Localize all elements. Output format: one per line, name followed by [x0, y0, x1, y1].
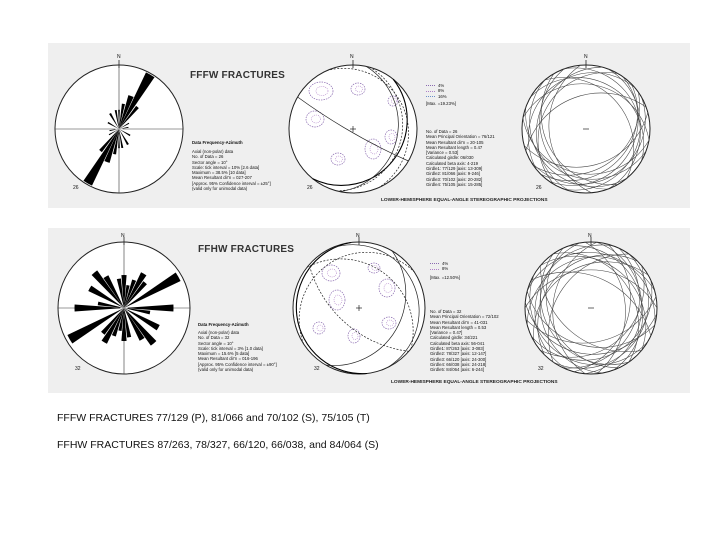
stats-line: Mean Resultant dir'n = 016-196 [198, 356, 258, 362]
ffhw-net-count: 32 [538, 366, 544, 372]
stats-line: Scale: tick interval = 10% [2.6 data] [192, 164, 260, 170]
ffhw-stereonets [48, 228, 690, 393]
ffhw-caption: FFHW FRACTURES 87/263, 78/327, 66/120, 66/038, and 84/064 (S) [57, 439, 379, 451]
stats-line: Mean Resultant dir'n = 41-031 [430, 319, 488, 325]
stats-line: (valid only for unimodal data) [192, 186, 248, 192]
stats-line: (valid only for unimodal data) [198, 367, 254, 373]
stats-line: Girdle4: 66/038 [axis: 24-218] [430, 361, 487, 367]
ffhw-title: FFHW FRACTURES [198, 244, 295, 255]
ffhw-contour-max: [Max. =12.50%] [430, 275, 460, 280]
legend-label: 8% [438, 88, 445, 94]
fffw-rose-north: N [117, 54, 121, 60]
fffw-rose-count: 26 [73, 185, 79, 191]
fffw-net-count: 26 [536, 185, 542, 191]
stats-line: Girdle1: 87/263 [axis: 3-083] [430, 346, 484, 352]
ffhw-contour-count: 32 [314, 366, 320, 372]
stats-line: Axial (non-polar) data [192, 149, 234, 154]
fffw-panel [48, 43, 690, 208]
legend-label: 8% [442, 266, 449, 272]
legend-swatch [426, 85, 435, 86]
legend-entry [430, 266, 448, 271]
stats-line: Maximum = 15.6% [5 data] [198, 351, 250, 357]
ffhw-footer: LOWER-HEMISPHERE EQUAL-ANGLE STEREOGRAPHIC PROJECTIONS [391, 380, 558, 385]
stats-line: Girdle4: 75/105 [axis: 15-285] [426, 181, 483, 187]
stats-line: Mean Resultant length = 0.47 [426, 144, 483, 150]
ffhw-rose-count: 32 [75, 366, 81, 372]
fffw-contour-stereonet [289, 60, 417, 193]
stats-line: Sector angle = 10° [192, 159, 228, 165]
ffhw-rose-diagram [58, 237, 190, 374]
stats-line: No. of Data = 26 [426, 129, 458, 134]
stats-line: Calculated girdle: 06/030 [426, 155, 474, 161]
ffhw-contour-legend [430, 261, 448, 272]
stats-line: Mean Resultant length = 0.53 [430, 324, 487, 330]
legend-swatch [430, 269, 439, 270]
ffhw-panel [48, 228, 690, 393]
stats-line: Mean Principal Orientation = 72/102 [430, 314, 499, 320]
legend-label: 16% [438, 93, 447, 99]
fffw-great-circle-stereonet [522, 60, 650, 193]
fffw-contour-legend [426, 83, 447, 99]
stats-line: [Variance = 0.47] [430, 330, 463, 336]
legend-swatch [426, 96, 435, 97]
legend-label: 4% [442, 261, 449, 266]
stats-line: Maximum = 38.5% [10 data] [192, 170, 246, 176]
fffw-contour-north: N [350, 54, 354, 60]
fffw-rose-heading: Data Frequency-Azimuth [192, 140, 243, 145]
ffhw-great-circle-stereonet [525, 237, 657, 374]
stats-line: Girdle1: 77/129 [axis: 13-309] [426, 166, 483, 172]
ffhw-rose-north: N [121, 233, 125, 239]
stats-line: Sector angle = 10° [198, 340, 234, 346]
stats-line: Axial (non-polar) data [198, 330, 240, 335]
fffw-contour-stats [426, 129, 495, 187]
ffhw-contour-stereonet [293, 237, 425, 374]
fffw-contour-max: [Max. =19.23%] [426, 101, 456, 106]
stats-line: No. of Data = 32 [198, 335, 230, 341]
stats-line: Calculated beta axis: 56-041 [430, 340, 485, 346]
stats-line: No. of Data = 32 [430, 309, 462, 314]
ffhw-contour-stats [430, 309, 499, 373]
legend-swatch [430, 263, 439, 264]
stats-line: Calculated girdle: 34/221 [430, 335, 478, 341]
legend-label: 4% [438, 83, 445, 88]
fffw-stereonets [48, 43, 690, 208]
legend-swatch [426, 91, 435, 92]
stats-line: Girdle2: 78/327 [axis: 12-147] [430, 351, 487, 357]
fffw-rose-diagram [55, 60, 183, 193]
ffhw-rose-heading: Data Frequency-Azimuth [198, 322, 249, 327]
stats-line: Calculated beta axis: 4-219 [426, 160, 479, 166]
stats-line: No. of Data = 26 [192, 154, 224, 160]
fffw-footer: LOWER-HEMISPHERE EQUAL-ANGLE STEREOGRAPHIC PROJECTIONS [381, 198, 548, 203]
fffw-caption: FFFW FRACTURES 77/129 (P), 81/066 and 70/102 (S), 75/105 (T) [57, 412, 370, 424]
ffhw-contour-north: N [356, 233, 360, 239]
ffhw-net-north: N [588, 233, 592, 239]
stats-line: Girdle3: 66/120 [axis: 24-300] [430, 356, 487, 362]
stats-line: [Approx. 95% Confidence interval = ±25°] [192, 180, 271, 186]
fffw-rose-stats [192, 149, 271, 191]
stats-line: Mean Resultant dir'n = 027-207 [192, 175, 252, 181]
stats-line: [Variance = 0.53] [426, 150, 459, 156]
stats-line: Mean Resultant dir'n = 20-105 [426, 139, 484, 145]
stats-line: [Approx. 95% Confidence interval = ±90°] [198, 361, 277, 367]
fffw-net-north: N [584, 54, 588, 60]
stats-line: Scale: tick interval = 3% [1.0 data] [198, 345, 263, 351]
stats-line: Mean Principal Orientation = 76/121 [426, 134, 495, 140]
legend-entry [426, 94, 447, 99]
stats-line: Girdle2: 81/066 [axis: 9-246] [426, 171, 480, 177]
fffw-contour-count: 26 [307, 185, 313, 191]
stats-line: Girdle3: 70/102 [axis: 20-282] [426, 176, 483, 182]
stats-line: Girdle5: 84/064 [axis: 6-244] [430, 367, 484, 373]
ffhw-rose-stats [198, 330, 277, 372]
fffw-title: FFFW FRACTURES [190, 70, 286, 81]
